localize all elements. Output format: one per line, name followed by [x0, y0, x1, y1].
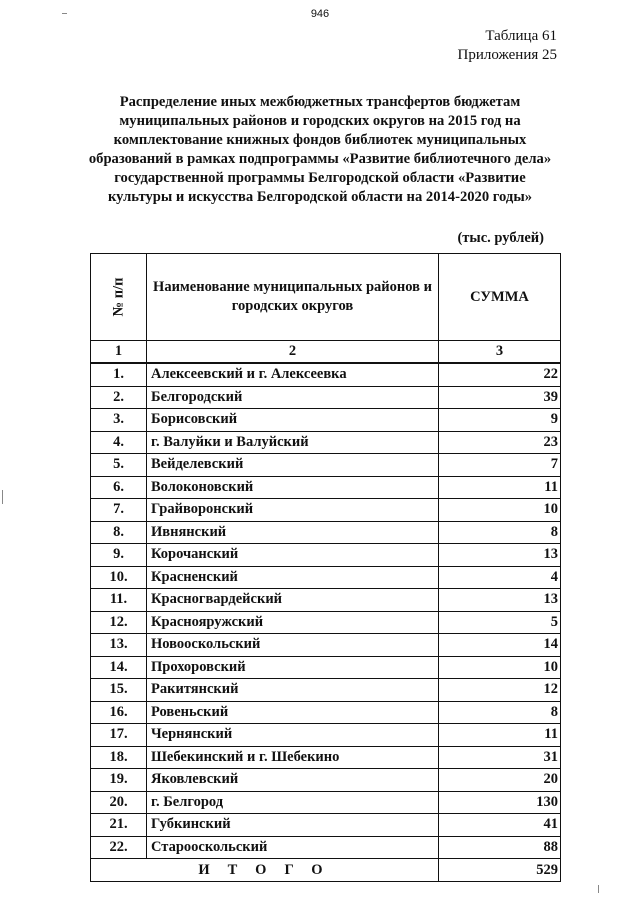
table-row	[91, 409, 561, 432]
row-sum: 9	[439, 409, 561, 432]
table-row	[91, 679, 561, 702]
distribution-table	[90, 253, 561, 882]
appendix-reference: Приложения 25	[457, 47, 557, 63]
row-number: 20.	[91, 791, 147, 814]
header-name: Наименование муниципальных районов и городских округов	[147, 254, 439, 341]
row-name: Грайворонский	[147, 499, 439, 522]
row-sum: 23	[439, 431, 561, 454]
row-sum: 5	[439, 611, 561, 634]
row-name: Ровеньский	[147, 701, 439, 724]
row-name: Новооскольский	[147, 634, 439, 657]
row-name: Краснояружский	[147, 611, 439, 634]
row-number: 8.	[91, 521, 147, 544]
row-sum: 13	[439, 544, 561, 567]
row-sum: 7	[439, 454, 561, 477]
table-row	[91, 544, 561, 567]
title-line: образований в рамках подпрограммы «Развитие библиотечного дела»	[88, 151, 552, 167]
header-sum: СУММА	[439, 254, 561, 341]
row-number: 7.	[91, 499, 147, 522]
row-sum: 31	[439, 746, 561, 769]
row-sum: 88	[439, 836, 561, 859]
row-name: Старооскольский	[147, 836, 439, 859]
scan-mark	[62, 13, 67, 14]
table-row	[91, 634, 561, 657]
row-name: Волоконовский	[147, 476, 439, 499]
row-name: Борисовский	[147, 409, 439, 432]
row-number: 18.	[91, 746, 147, 769]
row-sum: 4	[439, 566, 561, 589]
header-number: № п/п	[91, 254, 147, 341]
row-sum: 41	[439, 814, 561, 837]
row-name: Вейделевский	[147, 454, 439, 477]
table-row	[91, 701, 561, 724]
title-line: культуры и искусства Белгородской области на 2014-2020 годы»	[107, 189, 533, 205]
unit-label: (тыс. рублей)	[457, 230, 544, 246]
row-number: 1.	[91, 363, 147, 386]
row-number: 17.	[91, 724, 147, 747]
column-index: 2	[147, 341, 439, 364]
table-row	[91, 566, 561, 589]
row-number: 2.	[91, 386, 147, 409]
total-row	[91, 859, 561, 882]
table-row	[91, 521, 561, 544]
row-name: Ракитянский	[147, 679, 439, 702]
row-number: 6.	[91, 476, 147, 499]
table-row	[91, 363, 561, 386]
title-line: муниципальных районов и городских округов на 2015 год на	[119, 113, 521, 129]
column-index-row	[91, 341, 561, 364]
row-name: Белгородский	[147, 386, 439, 409]
column-index: 1	[91, 341, 147, 364]
row-sum: 20	[439, 769, 561, 792]
table-row	[91, 769, 561, 792]
scan-mark	[2, 490, 3, 504]
table-body	[91, 363, 561, 859]
title-line: государственной программы Белгородской области «Развитие	[114, 170, 526, 186]
table-row	[91, 611, 561, 634]
table-header-row	[91, 254, 561, 341]
table-row	[91, 589, 561, 612]
total-sum: 529	[439, 859, 561, 882]
row-sum: 12	[439, 679, 561, 702]
row-sum: 10	[439, 656, 561, 679]
page-number: 946	[310, 8, 330, 20]
table-row	[91, 791, 561, 814]
row-name: Яковлевский	[147, 769, 439, 792]
title-line: Распределение иных межбюджетных трансфертов бюджетам	[119, 94, 521, 110]
row-name: Красненский	[147, 566, 439, 589]
row-number: 9.	[91, 544, 147, 567]
row-number: 5.	[91, 454, 147, 477]
total-label: ИТОГО	[91, 859, 439, 882]
title-line: комплектование книжных фондов библиотек муниципальных	[113, 132, 527, 148]
row-number: 16.	[91, 701, 147, 724]
table-row	[91, 724, 561, 747]
row-name: Корочанский	[147, 544, 439, 567]
row-number: 22.	[91, 836, 147, 859]
row-number: 21.	[91, 814, 147, 837]
table-row	[91, 746, 561, 769]
table-row	[91, 814, 561, 837]
row-sum: 14	[439, 634, 561, 657]
row-number: 10.	[91, 566, 147, 589]
row-number: 19.	[91, 769, 147, 792]
row-name: Чернянский	[147, 724, 439, 747]
row-name: г. Белгород	[147, 791, 439, 814]
row-name: Губкинский	[147, 814, 439, 837]
table-row	[91, 499, 561, 522]
table-reference: Таблица 61	[485, 28, 557, 44]
row-name: Ивнянский	[147, 521, 439, 544]
row-sum: 39	[439, 386, 561, 409]
table-row	[91, 431, 561, 454]
row-sum: 130	[439, 791, 561, 814]
table-row	[91, 836, 561, 859]
row-sum: 11	[439, 724, 561, 747]
row-number: 12.	[91, 611, 147, 634]
row-name: г. Валуйки и Валуйский	[147, 431, 439, 454]
row-sum: 8	[439, 521, 561, 544]
row-sum: 8	[439, 701, 561, 724]
row-name: Шебекинский и г. Шебекино	[147, 746, 439, 769]
row-name: Красногвардейский	[147, 589, 439, 612]
row-number: 3.	[91, 409, 147, 432]
column-index: 3	[439, 341, 561, 364]
row-number: 13.	[91, 634, 147, 657]
table-row	[91, 476, 561, 499]
row-sum: 11	[439, 476, 561, 499]
row-name: Алексеевский и г. Алексеевка	[147, 363, 439, 386]
row-number: 15.	[91, 679, 147, 702]
row-sum: 10	[439, 499, 561, 522]
row-name: Прохоровский	[147, 656, 439, 679]
scan-mark	[598, 885, 599, 893]
document-title	[80, 93, 560, 207]
table-row	[91, 386, 561, 409]
row-sum: 13	[439, 589, 561, 612]
table-row	[91, 454, 561, 477]
row-number: 11.	[91, 589, 147, 612]
row-number: 14.	[91, 656, 147, 679]
row-sum: 22	[439, 363, 561, 386]
table-row	[91, 656, 561, 679]
row-number: 4.	[91, 431, 147, 454]
